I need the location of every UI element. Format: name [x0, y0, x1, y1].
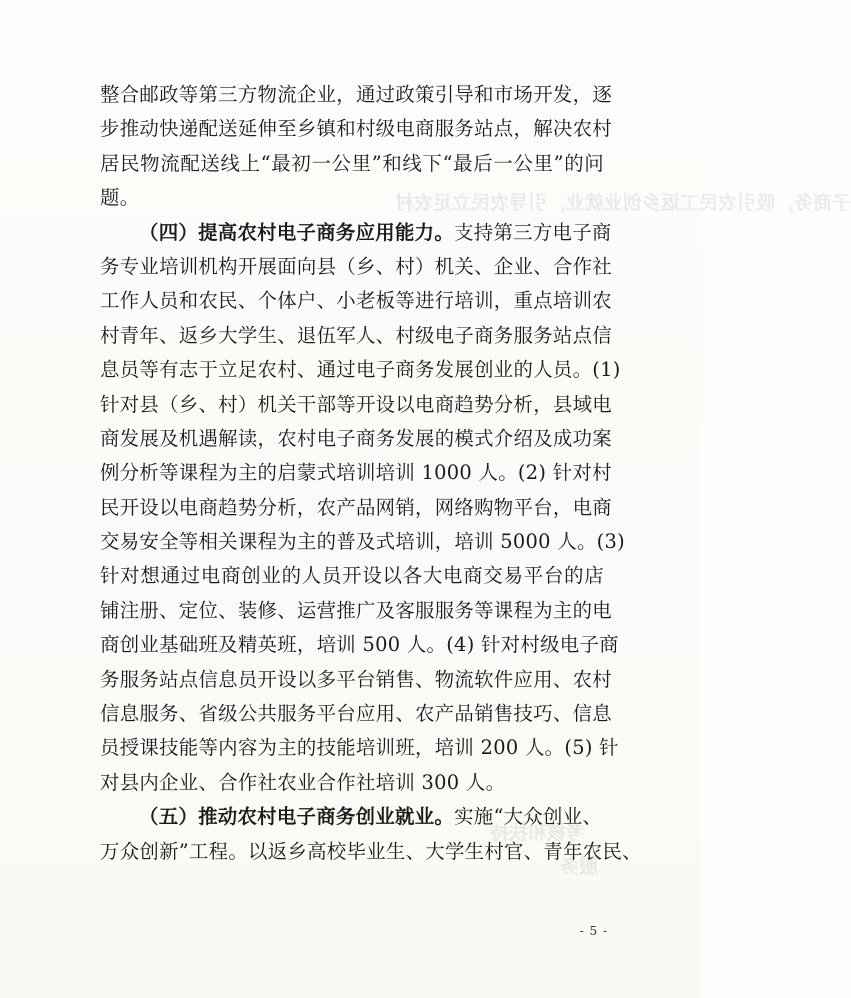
section-5-heading: （五）推动农村电子商务创业就业。: [139, 805, 455, 829]
section-4-text: 支持第三方电子商: [454, 220, 612, 244]
text-line: 步推动快递配送延伸至乡镇和村级电商服务站点，解决农村: [100, 117, 612, 141]
text-line: 商发展及机遇解读，农村电子商务发展的模式介绍及成功案: [100, 426, 612, 450]
text-line: 工作人员和农民、个体户、小老板等进行培训，重点培训农: [100, 289, 612, 313]
text-line: 例分析等课程为主的启蒙式培训培训 1000 人。(2) 针对村: [100, 461, 612, 485]
text-line: 村青年、返乡大学生、退伍军人、村级电子商务服务站点信: [100, 323, 612, 347]
text-line: 信息服务、省级公共服务平台应用、农产品销售技巧、信息: [100, 702, 612, 726]
text-line: 题。: [100, 186, 140, 210]
text-line: 针对想通过电商创业的人员开设以各大电商交易平台的店: [100, 564, 604, 588]
text-line: 员授课技能等内容为主的技能培训班，培训 200 人。(5) 针: [100, 736, 619, 760]
bleed-through-text: 子商务，吸引农民工返乡创业就业，引导农民立足农村: [395, 192, 851, 214]
section-5-line: [100, 800, 604, 834]
section-4-line: [100, 216, 612, 250]
section-5-text: 实施“大众创业、: [454, 805, 603, 829]
text-line: 铺注册、定位、装修、运营推广及客服服务等课程为主的电: [100, 598, 612, 622]
text-line: 居民物流配送线上“最初一公里”和线下“最后一公里”的问: [100, 151, 604, 175]
text-line: 民开设以电商趋势分析，农产品网销，网络购物平台，电商: [100, 495, 612, 519]
text-line: 万众创新”工程。以返乡高校毕业生、大学生村官、青年农民、: [100, 839, 642, 863]
bleed-through-text: 考核和扶持: [490, 822, 586, 844]
page-number: - 5 -: [579, 924, 608, 938]
text-line: 整合邮政等第三方物流企业，通过政策引导和市场开发，逐: [100, 83, 612, 106]
text-line: 交易安全等相关课程为主的普及式培训，培训 5000 人。(3): [100, 530, 626, 554]
text-line: 务服务站点信息员开设以多平台销售、物流软件应用、农村: [100, 667, 612, 691]
text-line: 务专业培训机构开展面向县（乡、村）机关、企业、合作社: [100, 254, 612, 278]
text-line: 商创业基础班及精英班，培训 500 人。(4) 针对村级电子商: [100, 633, 619, 657]
text-line: 针对县（乡、村）机关干部等开设以电商趋势分析，县域电: [100, 392, 612, 416]
bleed-through-text: 服务: [560, 856, 599, 878]
text-line: 息员等有志于立足农村、通过电子商务发展创业的人员。(1): [100, 358, 621, 382]
section-4-heading: （四）提高农村电子商务应用能力。: [139, 220, 455, 244]
text-line: 对县内企业、合作社农业合作社培训 300 人。: [100, 770, 506, 794]
